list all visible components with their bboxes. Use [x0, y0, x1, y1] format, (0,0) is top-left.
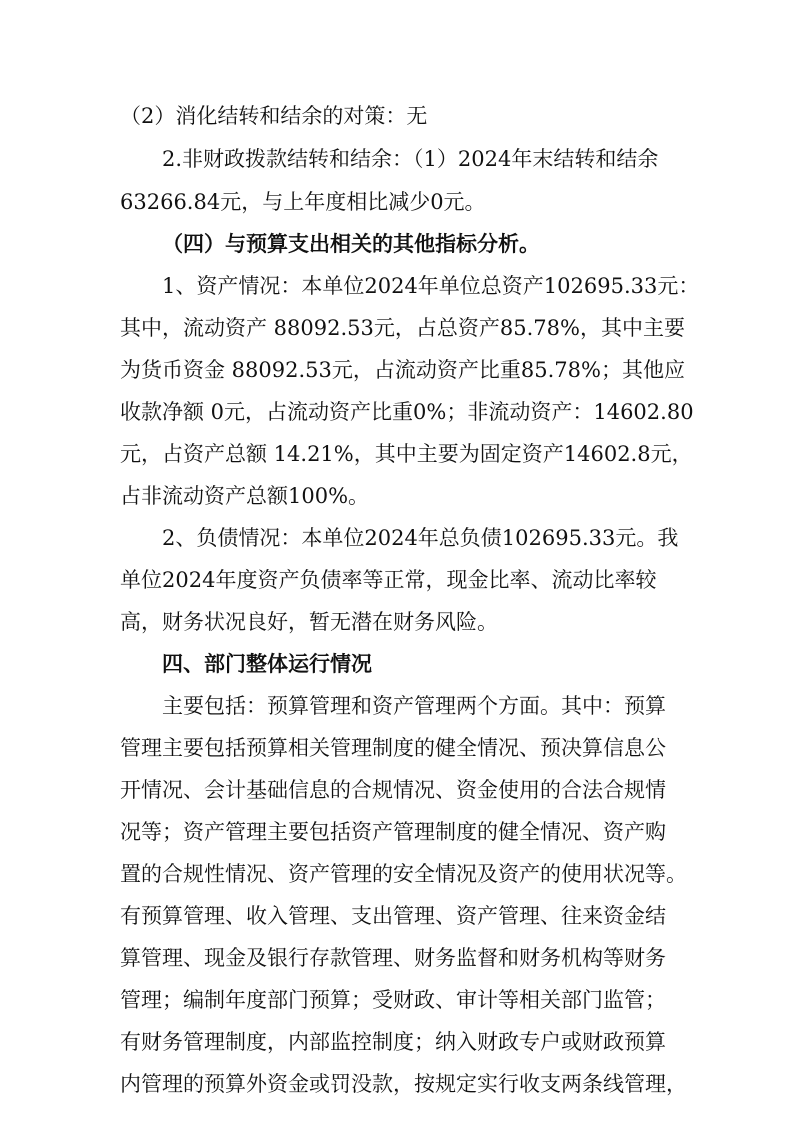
asset-situation-text-6: 占非流动资产总额100%。	[120, 484, 370, 508]
asset-situation-text-2: 其中，流动资产 88092.53元，占总资产85.78%，其中主要	[120, 316, 685, 340]
asset-situation-text-4: 收款净额 0元，占流动资产比重0%；非流动资产：14602.80	[120, 400, 694, 424]
non-fiscal-carryover-text-cont: 63266.84元，与上年度相比减少0元。	[120, 190, 486, 214]
operation-text-7: 算管理、现金及银行存款管理、财务监督和财务机构等财务	[120, 946, 666, 970]
liability-situation-text-2: 单位2024年度资产负债率等正常，现金比率、流动比率较	[120, 568, 657, 592]
operation-text-5: 置的合规性情况、资产管理的安全情况及资产的使用状况等。	[120, 862, 687, 886]
operation-text-6: 有预算管理、收入管理、支出管理、资产管理、往来资金结	[120, 904, 666, 928]
operation-text-8: 管理；编制年度部门预算；受财政、审计等相关部门监管；	[120, 988, 666, 1012]
liability-situation-text-3: 高，财务状况良好，暂无潜在财务风险。	[120, 610, 498, 634]
section-heading-department-operation: 四、部门整体运行情况	[162, 651, 372, 676]
operation-text-3: 开情况、会计基础信息的合规情况、资金使用的合法合规情	[120, 778, 666, 802]
asset-situation-text-3: 为货币资金 88092.53元，占流动资产比重85.78%；其他应	[120, 358, 685, 382]
non-fiscal-carryover-text: 2.非财政拨款结转和结余：（1）2024年末结转和结余	[162, 147, 659, 171]
section-heading-other-indicators: （四）与预算支出相关的其他指标分析。	[162, 231, 540, 256]
operation-text-4: 况等；资产管理主要包括资产管理制度的健全情况、资产购	[120, 820, 666, 844]
liability-situation-text: 2、负债情况：本单位2024年总负债102695.33元。我	[162, 526, 679, 550]
operation-text-9: 有财务管理制度，内部监控制度；纳入财政专户或财政预算	[120, 1030, 666, 1054]
operation-text-2: 管理主要包括预算相关管理制度的健全情况、预决算信息公	[120, 736, 666, 760]
asset-situation-text-5: 元，占资产总额 14.21%，其中主要为固定资产14602.8元，	[120, 442, 693, 466]
operation-text: 主要包括：预算管理和资产管理两个方面。其中：预算	[162, 694, 666, 718]
measure-subitem-2-text: （2）消化结转和结余的对策：无	[120, 104, 428, 128]
asset-situation-text: 1、资产情况：本单位2024年单位总资产102695.33元：	[162, 274, 700, 298]
operation-text-10: 内管理的预算外资金或罚没款，按规定实行收支两条线管理，	[120, 1072, 687, 1096]
